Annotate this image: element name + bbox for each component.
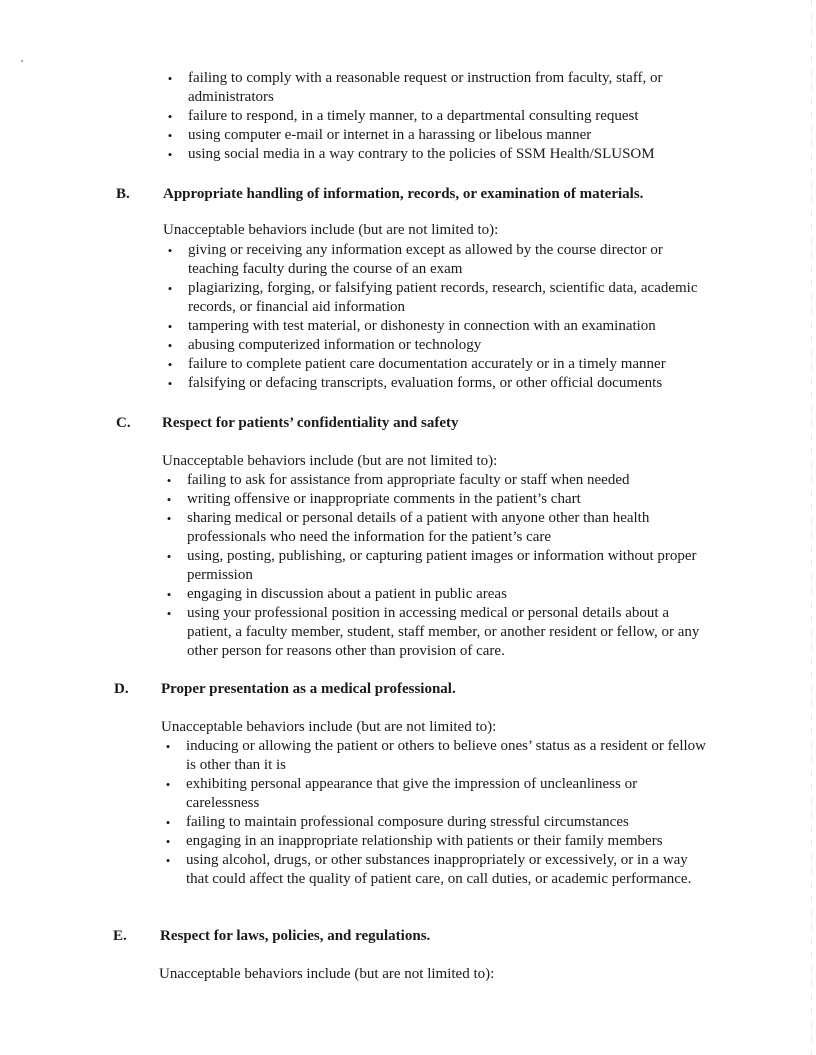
section-title: Proper presentation as a medical professional. bbox=[161, 681, 456, 697]
section-intro: Unacceptable behaviors include (but are not limited to): bbox=[161, 719, 497, 735]
list-item: • falsifying or defacing transcripts, evaluation forms, or other official documents bbox=[167, 375, 663, 391]
section-c-bullet-list bbox=[164, 471, 714, 661]
section-title: Appropriate handling of information, records, or examination of materials. bbox=[163, 186, 644, 202]
list-item: • giving or receiving any information except as allowed by the course director or teaching faculty during the course of an exam bbox=[167, 242, 663, 277]
section-d-bullet-list bbox=[163, 737, 708, 889]
top-bullet-list bbox=[165, 69, 705, 164]
list-item: • engaging in discussion about a patient in public areas bbox=[166, 586, 507, 602]
list-item: • tampering with test material, or dishonesty in connection with an examination bbox=[167, 318, 656, 334]
list-item: • failing to ask for assistance from appropriate faculty or staff when needed bbox=[166, 472, 630, 488]
section-letter: E. bbox=[113, 928, 127, 944]
scan-edge bbox=[811, 0, 812, 1055]
list-item: • inducing or allowing the patient or others to believe ones’ status as a resident or fellow is other than it is bbox=[165, 738, 706, 773]
section-letter: C. bbox=[116, 415, 131, 431]
section-title: Respect for patients’ confidentiality and safety bbox=[162, 415, 459, 431]
list-item: • failing to maintain professional composure during stressful circumstances bbox=[165, 814, 629, 830]
section-intro: Unacceptable behaviors include (but are not limited to): bbox=[163, 222, 499, 238]
list-item: • using your professional position in accessing medical or personal details about a patient, a faculty member, student, staff member, or another resident or fellow, or any other person for reasons other than provision of care. bbox=[166, 605, 700, 659]
list-item: • sharing medical or personal details of a patient with anyone other than health professionals who need the information for the patient’s care bbox=[166, 510, 650, 545]
list-item: • writing offensive or inappropriate comments in the patient’s chart bbox=[166, 491, 581, 507]
list-item: • engaging in an inappropriate relationship with patients or their family members bbox=[165, 833, 663, 849]
list-item: • using, posting, publishing, or capturing patient images or information without proper permission bbox=[166, 548, 697, 583]
list-item: • using alcohol, drugs, or other substances inappropriately or excessively, or in a way that could affect the quality of patient care, on call duties, or academic performance. bbox=[165, 852, 692, 887]
list-item: • failure to respond, in a timely manner, to a departmental consulting request bbox=[167, 108, 639, 124]
section-title: Respect for laws, policies, and regulations. bbox=[160, 928, 431, 944]
section-letter: D. bbox=[114, 681, 129, 697]
scan-speck bbox=[21, 60, 23, 62]
section-letter: B. bbox=[116, 186, 130, 202]
list-item: • failure to complete patient care documentation accurately or in a timely manner bbox=[167, 356, 666, 372]
section-intro: Unacceptable behaviors include (but are not limited to): bbox=[162, 453, 498, 469]
list-item: • failing to comply with a reasonable request or instruction from faculty, staff, or administrators bbox=[167, 70, 663, 105]
list-item: • abusing computerized information or technology bbox=[167, 337, 482, 353]
section-intro: Unacceptable behaviors include (but are not limited to): bbox=[159, 966, 495, 982]
list-item: • using computer e-mail or internet in a harassing or libelous manner bbox=[167, 127, 592, 143]
list-item: • exhibiting personal appearance that give the impression of uncleanliness or carelessness bbox=[165, 776, 638, 811]
list-item: • plagiarizing, forging, or falsifying patient records, research, scientific data, academic records, or financial aid information bbox=[167, 280, 698, 315]
section-b-bullet-list bbox=[165, 241, 705, 393]
list-item: • using social media in a way contrary to the policies of SSM Health/SLUSOM bbox=[167, 146, 655, 162]
